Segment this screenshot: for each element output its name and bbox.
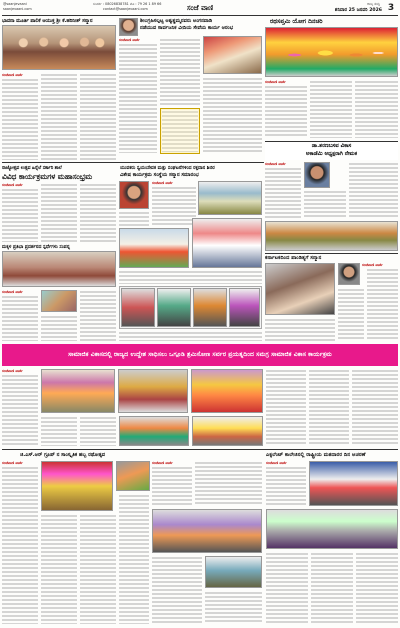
headline-blood-a: ಯುವಕರು ಸ್ವಯಂಸೇವಕ ಮತ್ತು ಸಂಘಟನೆಗಳಿಂದ ರಕ್ತದಾನ ಶಿಬಿರ xyxy=(120,166,215,171)
photo-social-1 xyxy=(41,369,115,413)
byline-anniversary: ಸಂಜೆವಾಣಿ ವಾರ್ತೆ xyxy=(2,73,23,77)
photo-blood-group xyxy=(198,181,262,215)
text-rathasaptami-col3 xyxy=(355,80,398,138)
text-social-col3 xyxy=(80,416,116,446)
headline-anniversary: ಭಾವನಾ ಮೂರ್ತಿ ಪಾಲಿಕೆ ಆಯುಕ್ತ ಶ್ರೀ ಕೆ.ಹರಿನೀಶ್ ಸನ್ಮಾನ xyxy=(2,19,93,24)
masthead-left-top: @saanjevaani xyxy=(3,2,27,6)
masthead-contact: ಸಂಪರ್ಕ : 08026838781 ಮೊ : 79 26 1 89 66 xyxy=(93,2,162,6)
photo-felicitation xyxy=(265,263,335,315)
photo-strip-2 xyxy=(157,288,191,327)
headline-school-kicker: ರಾಜ್ಯೋತ್ಸವ ಉತ್ಸವ ಹಿನ್ನೆಲೆ ಸರ್ಕಾರಿ ಶಾಲೆ xyxy=(2,166,62,171)
text-gsr-col3 xyxy=(80,514,116,624)
text-gsr-col1 xyxy=(2,466,38,624)
photo-felicitation-portrait xyxy=(338,263,360,285)
byline-gsr: ಸಂಜೆವಾಣಿ ವಾರ್ತೆ xyxy=(2,461,23,465)
text-gsr-col8 xyxy=(205,591,262,624)
headline-blood-b: ವಿಶೇಷ ಕಾರ್ಯಕ್ರಮ ಸಂಸ್ಥೆಯ ಸನ್ಮಾನ ಸಮಾರಂಭ xyxy=(120,172,199,178)
headline-anganwadi-a: ಶೀಲಗ್ರಹಿಸಲ್ಪಟ್ಟ ಅಶ್ವತ್ಥಮ್ಮನವರು ಅಂಗನವಾಡಿ xyxy=(140,18,213,24)
masthead-email: contact@saanjevaani.com xyxy=(103,7,148,11)
divider-row1 xyxy=(2,162,264,163)
photo-gsr-stage xyxy=(152,509,262,553)
headline-felicitation: ಕರ್ನಾಟಕದಿಂದ ಪಾಂಡಿತ್ಯಗೆ ಸನ್ಮಾನ xyxy=(265,255,322,261)
text-sharanabasava-col3 xyxy=(349,162,398,219)
text-voters-col1 xyxy=(266,466,306,506)
headline-sharanabasava-a: ಡಾ.ಶರಣಬಸವ ವಿಕಾಸ xyxy=(311,143,352,149)
text-gsr-col6 xyxy=(195,461,262,506)
photo-blood-event-1 xyxy=(119,228,189,268)
masthead-date: ಶನಿವಾರ 25 ಜನವರಿ 2026 xyxy=(334,8,382,13)
text-social-col4 xyxy=(266,369,306,446)
text-school-col3 xyxy=(80,183,116,242)
photo-social-2 xyxy=(118,369,188,413)
photo-voters-group xyxy=(266,509,398,549)
headline-talent: ಮಕ್ಕಳ ಪ್ರತಿಭಾ ಪ್ರದರ್ಶನದ ಸ್ಪರ್ಧೆಗಳು ಸಂಪನ್ನ xyxy=(2,245,70,250)
text-gsr-col5 xyxy=(152,466,192,506)
text-gsr-col7 xyxy=(152,556,202,624)
byline-talent: ಸಂಜೆವಾಣಿ ವಾರ್ತೆ xyxy=(2,290,23,294)
text-felicitation-col2 xyxy=(367,268,398,341)
text-sharanabasava-col1 xyxy=(265,167,301,219)
text-blood-col2 xyxy=(119,270,262,284)
text-anganwadi-col2 xyxy=(160,38,200,105)
text-rathasaptami-col1 xyxy=(265,85,307,138)
photo-blood-portrait xyxy=(119,181,149,209)
logo-text: ಸಂಜೆ ವಾಣಿ xyxy=(186,3,214,12)
byline-voters: ಸಂಜೆವಾಣಿ ವಾರ್ತೆ xyxy=(266,461,287,465)
banner-social-development xyxy=(2,344,398,366)
byline-anganwadi: ಸಂಜೆವಾಣಿ ವಾರ್ತೆ xyxy=(119,38,140,42)
headline-box-sharanabasava xyxy=(265,141,398,160)
photo-talent-small xyxy=(41,290,77,312)
photo-social-4 xyxy=(119,416,189,446)
text-sharanabasava-col2 xyxy=(304,190,346,219)
photo-strip-4 xyxy=(229,288,260,327)
photo-anganwadi-event xyxy=(203,36,262,74)
divider-row3 xyxy=(2,449,398,450)
text-talent-col1 xyxy=(2,295,38,341)
text-voters-col2 xyxy=(266,552,308,624)
text-talent-col2 xyxy=(41,315,77,341)
photo-yoga-people xyxy=(270,35,393,75)
photo-strip-3 xyxy=(193,288,227,327)
byline-social: ಸಂಜೆವಾಣಿ ವಾರ್ತೆ xyxy=(2,369,23,373)
text-talent-col3 xyxy=(80,290,116,341)
divider-felicitation xyxy=(265,253,398,254)
text-rathasaptami-col2 xyxy=(310,80,352,138)
banner-text: ಸಾಮಾಜಿಕ ವಿಕಾಸದಲ್ಲಿ ರಾಜ್ಯದ ಉದ್ದೇಶ ಸಾಧಿಸಲು ಒಗ್ಗೂಡಿ ಶ್ರಮಿಸೋಣ ಸರ್ವರ ಪ್ರಯತ್ನದಿಂದ ಸಮಗ್ರ ಸಾಮಾಜಿಕ ವಿಕಾಸ ಕಾರ್ಯಕ್ರಮ xyxy=(68,351,332,358)
text-social-col6 xyxy=(352,369,398,446)
headline-gsr-festival: ಜಿ.ಎಸ್.ಆರ್ ಗ್ರೂಪ್ ನ ಸಾಂಸ್ಕೃತಿಕ ಹಬ್ಬ ರಥೋತ್ಸವ xyxy=(20,452,106,458)
text-gsr-col4 xyxy=(119,494,149,624)
photo-talent xyxy=(2,251,116,287)
photo-voters-stage xyxy=(309,461,398,506)
photo-gsr-crowd xyxy=(116,461,150,491)
headline-anganwadi-b: ನಡೆಯುವ ಸಾರ್ವಜನಿಕ ವೀದಿಯ ಸೇವೆಯ ಕಾರ್ಯ ಆರಂಭ xyxy=(140,25,234,31)
text-school-col2 xyxy=(41,183,77,242)
masthead-page-title: ರಾಜ್ಯ ಸುದ್ದಿ xyxy=(367,2,380,6)
photo-gsr-small xyxy=(205,556,262,588)
byline-school: ಸಂಜೆವಾಣಿ ವಾರ್ತೆ xyxy=(2,183,23,187)
headline-school-main: ವಿವಿಧ ಕಾರ್ಯಕ್ರಮಗಳ ಮಹಾಸಂಭ್ರಮ xyxy=(2,172,93,181)
text-blood-col0 xyxy=(119,211,149,226)
text-strip-caption xyxy=(119,331,262,341)
photo-ceremony-wide xyxy=(265,221,398,251)
headline-sharanabasava-b: ಅಕಾಡೆಮಿ ಅಧ್ಯಕ್ಷರಾಗಿ ನೇಮಕ xyxy=(305,151,358,157)
byline-sharanabasava: ಸಂಜೆವಾಣಿ ವಾರ್ತೆ xyxy=(265,162,286,166)
photo-social-3 xyxy=(191,369,263,413)
text-anganwadi-col1 xyxy=(119,43,157,153)
text-social-col2 xyxy=(41,416,77,446)
byline-felicitation: ಸಂಜೆವಾಣಿ ವಾರ್ತೆ xyxy=(362,263,383,267)
text-voters-col4 xyxy=(356,552,398,624)
photo-social-5 xyxy=(192,416,263,446)
byline-rathasaptami: ಸಂಜೆವಾಣಿ ವಾರ್ತೆ xyxy=(265,80,286,84)
text-anganwadi-infobox xyxy=(162,110,198,152)
byline-gsr-2: ಸಂಜೆವಾಣಿ ವಾರ್ತೆ xyxy=(152,461,173,465)
photo-anniversary-figures xyxy=(8,32,110,68)
masthead-logo xyxy=(172,3,228,13)
text-voters-col3 xyxy=(311,552,353,624)
photo-gsr-chariot xyxy=(41,461,113,511)
text-anganwadi-col3 xyxy=(203,77,262,154)
headline-rathasaptami: ರಥಸಪ್ತಮಿ ಯೋಗ ದಿನಚರಿ xyxy=(270,18,323,25)
headline-voters-day: ಎಕ್ಸಲೆಂಟ್ ಕಾಲೇಜಿನಲ್ಲಿ ರಾಷ್ಟ್ರೀಯ ಮತದಾರರ ದಿನ ಆಚರಣೆ xyxy=(266,452,366,458)
photo-sharanabasava-portrait xyxy=(304,162,330,188)
page-number: 3 xyxy=(387,3,395,13)
text-school-col1 xyxy=(2,188,38,242)
text-anniversary-col2 xyxy=(41,73,77,160)
text-social-col5 xyxy=(309,369,349,446)
masthead-left-site: saanjevaani.com xyxy=(3,7,32,11)
text-felicitation-col1 xyxy=(338,288,364,341)
photo-blood-event-2 xyxy=(192,218,262,268)
text-anniversary-col3 xyxy=(80,73,116,160)
text-anniversary-col1 xyxy=(2,78,38,160)
text-blood-col1 xyxy=(152,186,196,226)
masthead-rule xyxy=(2,15,398,16)
text-social-col1 xyxy=(2,374,38,446)
byline-blood: ಸಂಜೆವಾಣಿ ವಾರ್ತೆ xyxy=(152,181,173,185)
text-gsr-col2 xyxy=(41,514,77,624)
text-felicitation-col0 xyxy=(265,318,335,341)
photo-anganwadi-portrait xyxy=(119,18,138,36)
photo-strip-1 xyxy=(121,288,155,327)
